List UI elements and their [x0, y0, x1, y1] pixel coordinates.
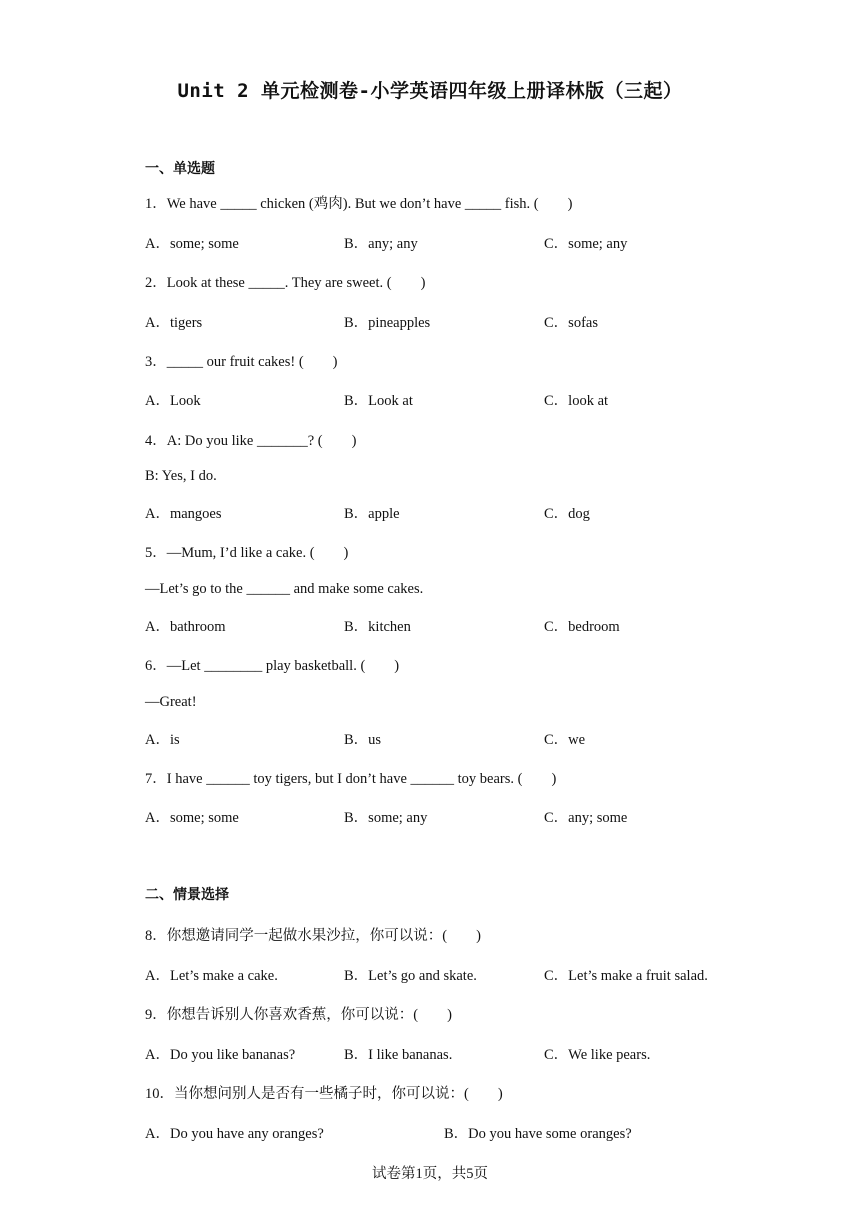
page-title: Unit 2 单元检测卷-小学英语四年级上册译林版（三起） — [177, 80, 683, 102]
option-c[interactable]: C．Let’s make a fruit salad. — [544, 968, 708, 984]
option-c[interactable]: C．dog — [544, 506, 590, 522]
question-stem: 10．当你想问别人是否有一些橘子时，你可以说：( ) — [145, 1086, 503, 1102]
question-stem: 8．你想邀请同学一起做水果沙拉，你可以说：( ) — [145, 928, 481, 944]
option-a[interactable]: A．is — [145, 732, 180, 748]
option-b[interactable]: B．kitchen — [344, 619, 411, 635]
question-stem: 7．I have ______ toy tigers, but I don’t have ______ toy bears. ( ) — [145, 771, 557, 787]
option-a[interactable]: A．some; some — [145, 236, 239, 252]
option-c[interactable]: C．bedroom — [544, 619, 620, 635]
option-a[interactable]: A．Look — [145, 393, 201, 409]
option-a[interactable]: A．bathroom — [145, 619, 226, 635]
option-a[interactable]: A．Let’s make a cake. — [145, 968, 278, 984]
option-b[interactable]: B．apple — [344, 506, 400, 522]
question-stem: 9．你想告诉别人你喜欢香蕉，你可以说：( ) — [145, 1007, 452, 1023]
option-b[interactable]: B．pineapples — [344, 315, 431, 331]
question-stem: 3．_____ our fruit cakes! ( ) — [145, 354, 338, 370]
question-stem: 2．Look at these _____. They are sweet. ( ) — [145, 275, 426, 291]
option-b[interactable]: B．some; any — [344, 810, 428, 826]
page-footer: 试卷第1页，共5页 — [372, 1166, 488, 1182]
option-a[interactable]: A．tigers — [145, 315, 203, 331]
option-c[interactable]: C．look at — [544, 393, 609, 409]
option-c[interactable]: C．some; any — [544, 236, 628, 252]
question-stem: 5．—Mum, I’d like a cake. ( ) — [145, 545, 349, 561]
section-heading: 一、单选题 — [145, 161, 215, 177]
option-b[interactable]: B．us — [344, 732, 382, 748]
question-stem: 1．We have _____ chicken (鸡肉). But we don’t have _____ fish. ( ) — [145, 196, 573, 212]
question-sub-line: B: Yes, I do. — [145, 468, 217, 484]
option-c[interactable]: C．we — [544, 732, 586, 748]
option-b[interactable]: B．Look at — [344, 393, 413, 409]
option-c[interactable]: C．any; some — [544, 810, 628, 826]
question-sub-line: —Great! — [145, 694, 197, 710]
option-b[interactable]: B．Let’s go and skate. — [344, 968, 477, 984]
option-a[interactable]: A．some; some — [145, 810, 239, 826]
option-b[interactable]: B．any; any — [344, 236, 418, 252]
question-sub-line: —Let’s go to the ______ and make some cakes. — [145, 581, 424, 597]
option-c[interactable]: C．We like pears. — [544, 1047, 651, 1063]
question-stem: 4．A: Do you like _______? ( ) — [145, 433, 357, 449]
option-a[interactable]: A．mangoes — [145, 506, 222, 522]
option-a[interactable]: A．Do you like bananas? — [145, 1047, 296, 1063]
option-b[interactable]: B．Do you have some oranges? — [444, 1126, 632, 1142]
option-c[interactable]: C．sofas — [544, 315, 598, 331]
option-a[interactable]: A．Do you have any oranges? — [145, 1126, 324, 1142]
question-stem: 6．—Let ________ play basketball. ( ) — [145, 658, 400, 674]
option-b[interactable]: B．I like bananas. — [344, 1047, 453, 1063]
section-heading: 二、情景选择 — [145, 887, 229, 903]
